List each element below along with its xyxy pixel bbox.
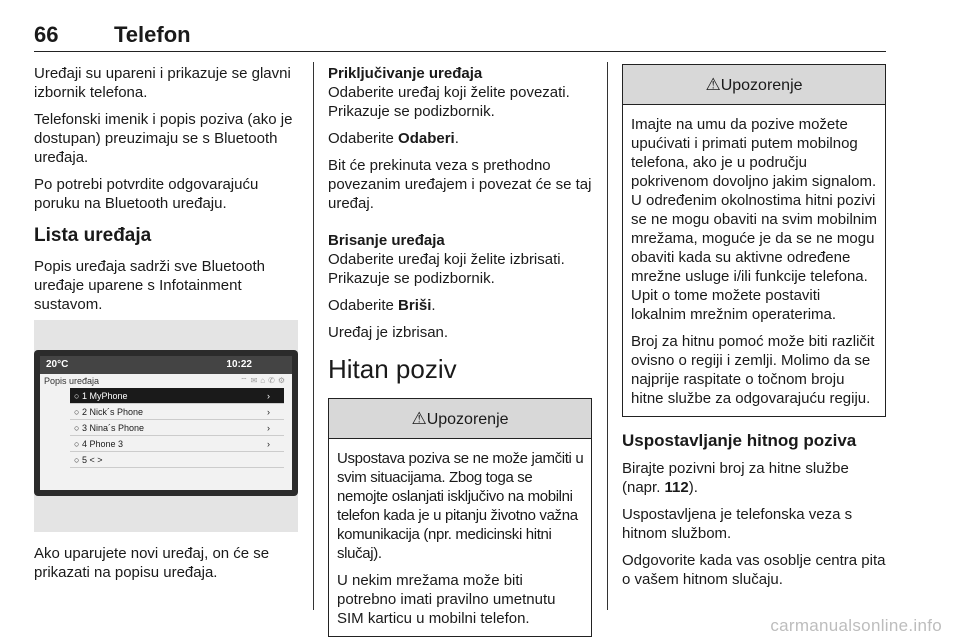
paragraph: Po potrebi potvrdite odgovarajuću poruku na Bluetooth uređaju. bbox=[34, 176, 259, 212]
warning-box bbox=[328, 398, 592, 637]
status-icons: ⌔✉⌂✆⚙ bbox=[240, 376, 288, 385]
bluetooth-icon: ○ bbox=[74, 439, 80, 449]
column-divider bbox=[607, 62, 608, 610]
emergency-number: 112 bbox=[664, 479, 689, 496]
warning-icon: ⚠ bbox=[411, 409, 427, 428]
menu-option-label: Briši bbox=[398, 297, 432, 314]
paragraph: Odaberite uređaj koji želite povezati. Prikazuje se podizbornik. bbox=[328, 84, 570, 120]
status-bar bbox=[40, 356, 292, 374]
device-item[interactable] bbox=[70, 404, 284, 420]
device-item[interactable] bbox=[70, 388, 284, 404]
warning-text: Imajte na umu da pozive možete upućivati i primati putem mobilnog telefona, ako je u području pokrivenom dovoljno jakim signalom. U određenim okolnostima hitni pozivi se ne mogu obaviti na svim mobilnim mrežama, moguće je da se ne mogu obaviti kada su aktivne određene mrežne usluge i/ili funkcije telefona. Upit o tome možete postaviti lokalnim mrežnim operaterima. bbox=[631, 116, 877, 323]
bluetooth-icon: ○ bbox=[74, 455, 80, 465]
section-heading: Hitan poziv bbox=[328, 354, 457, 384]
device-label: 1 MyPhone bbox=[81, 391, 128, 401]
section-heading: Uspostavljanje hitnog poziva bbox=[622, 431, 857, 450]
chevron-right-icon: › bbox=[267, 439, 270, 449]
page-number: 66 bbox=[34, 22, 59, 47]
screen-title-label: Popis uređaja bbox=[44, 376, 100, 386]
bluetooth-icon: ○ bbox=[74, 423, 80, 433]
warning-header bbox=[623, 65, 885, 105]
device-list-figure bbox=[34, 320, 298, 532]
paragraph: Ako uparujete novi uređaj, on će se prikazati na popisu uređaja. bbox=[34, 545, 270, 581]
paragraph: Uspostavljena je telefonska veza s hitnom službom. bbox=[622, 506, 853, 542]
watermark: carmanualsonline.info bbox=[770, 616, 942, 635]
warning-box bbox=[622, 64, 886, 417]
device-item[interactable] bbox=[70, 436, 284, 452]
warning-text: U nekim mrežama može biti potrebno imati pravilno umetnutu SIM karticu u mobilni telefon. bbox=[337, 572, 556, 627]
device-item[interactable] bbox=[70, 420, 284, 436]
warning-header bbox=[329, 399, 591, 439]
page-header bbox=[34, 22, 886, 52]
warning-title: Upozorenje bbox=[720, 77, 803, 94]
paragraph: Uređaji su upareni i prikazuje se glavni izbornik telefona. bbox=[34, 65, 291, 101]
bluetooth-icon: ○ bbox=[74, 407, 80, 417]
column-middle bbox=[328, 64, 592, 637]
device-label: 3 Nina´s Phone bbox=[81, 423, 144, 433]
temperature-label: 20°C bbox=[46, 359, 69, 370]
paragraph: Odaberite Odaberi. bbox=[328, 130, 459, 147]
warning-text: Broj za hitnu pomoć može biti različit ovisno o regiji i zemlji. Molimo da se najprije raspitate o točnom broju hitne službe za odgovarajuću regiju. bbox=[631, 333, 875, 407]
warning-title: Upozorenje bbox=[426, 411, 509, 428]
device-label: 5 < > bbox=[81, 455, 103, 465]
paragraph: Uređaj je izbrisan. bbox=[328, 324, 449, 341]
column-left bbox=[34, 64, 298, 590]
screen-title bbox=[40, 374, 292, 388]
paragraph: Odaberite uređaj koji želite izbrisati. Prikazuje se podizbornik. bbox=[328, 251, 565, 287]
device-label: 4 Phone 3 bbox=[81, 439, 123, 449]
section-heading: Lista uređaja bbox=[34, 225, 152, 246]
device-label: 2 Nick´s Phone bbox=[81, 407, 143, 417]
subheading: Brisanje uređaja bbox=[328, 232, 445, 249]
paragraph: Birajte pozivni broj za hitne službe (napr. 112). bbox=[622, 460, 849, 496]
warning-text: Uspostava poziva se ne može jamčiti u svim situacijama. Zbog toga se nemojte oslanjati isključivo na mobilni telefon kada je u pitanju životno važna komunikacija (npr. medicinski hitni slučaj). bbox=[337, 450, 584, 562]
paragraph: Telefonski imenik i popis poziva (ako je dostupan) preuzimaju se s Bluetooth uređaja. bbox=[34, 111, 293, 166]
device-item[interactable] bbox=[70, 452, 284, 468]
chapter-title: Telefon bbox=[114, 22, 191, 47]
clock-label: 10:22 bbox=[226, 359, 252, 370]
paragraph: Popis uređaja sadrži sve Bluetooth uređaje uparene s Infotainment sustavom. bbox=[34, 258, 265, 313]
warning-icon: ⚠ bbox=[705, 75, 721, 94]
column-divider bbox=[313, 62, 314, 610]
subheading: Priključivanje uređaja bbox=[328, 65, 483, 82]
paragraph: Odgovorite kada vas osoblje centra pita o vašem hitnom slučaju. bbox=[622, 552, 886, 588]
chevron-right-icon: › bbox=[267, 423, 270, 433]
paragraph: Bit će prekinuta veza s prethodno povezanim uređajem i povezat će se taj uređaj. bbox=[328, 157, 592, 212]
menu-option-label: Odaberi bbox=[398, 130, 455, 147]
bluetooth-icon: ○ bbox=[74, 391, 80, 401]
paragraph: Odaberite Briši. bbox=[328, 297, 436, 314]
infotainment-screen bbox=[34, 350, 298, 496]
chevron-right-icon: › bbox=[267, 391, 270, 401]
column-right bbox=[622, 64, 886, 597]
chevron-right-icon: › bbox=[267, 407, 270, 417]
